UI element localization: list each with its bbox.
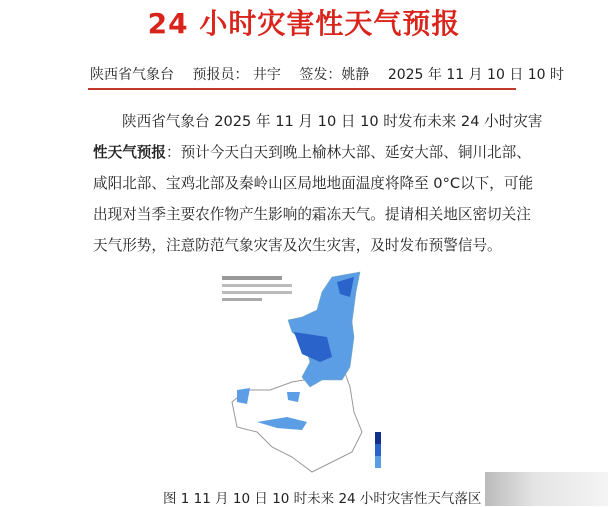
forecast-type: 性天气预报: [93, 144, 166, 161]
overlay-fade: [485, 472, 608, 506]
forecast-line: 出现对当季主要农作物产生影响的霜冻天气。提请相关地区密切关注: [93, 206, 531, 223]
frost-area-map: [192, 262, 437, 477]
document-meta: [90, 64, 565, 84]
signer: 签发：姚静: [299, 67, 370, 83]
map-legend-title: [222, 276, 292, 301]
forecast-line: 咸阳北部、宝鸡北部及秦岭山区局地地面温度将降至 0°C以下，可能: [93, 175, 534, 192]
header-divider: [88, 88, 516, 90]
caption-row: [163, 472, 608, 506]
forecaster: 预报员： 井宇: [192, 67, 281, 83]
forecast-line: [93, 137, 531, 168]
figure-caption: 图 1 11 月 10 日 10 时未来 24 小时灾害性天气落区: [163, 487, 485, 507]
issuer: 陕西省气象台: [90, 67, 174, 83]
map-legend: [375, 432, 381, 468]
forecast-line-rest: ：预计今天白天到晚上榆林大部、延安大部、铜川北部、: [165, 144, 531, 161]
forecast-line: 陕西省气象台 2025 年 11 月 10 日 10 时发布未来 24 小时灾害: [122, 113, 543, 130]
issue-datetime: 2025 年 11 月 10 日 10 时: [387, 67, 565, 83]
forecast-text: [93, 106, 543, 261]
forecast-line: 天气形势，注意防范气象灾害及次生灾害，及时发布预警信号。: [93, 237, 502, 254]
page-title: 24 小时灾害性天气预报: [147, 7, 461, 40]
